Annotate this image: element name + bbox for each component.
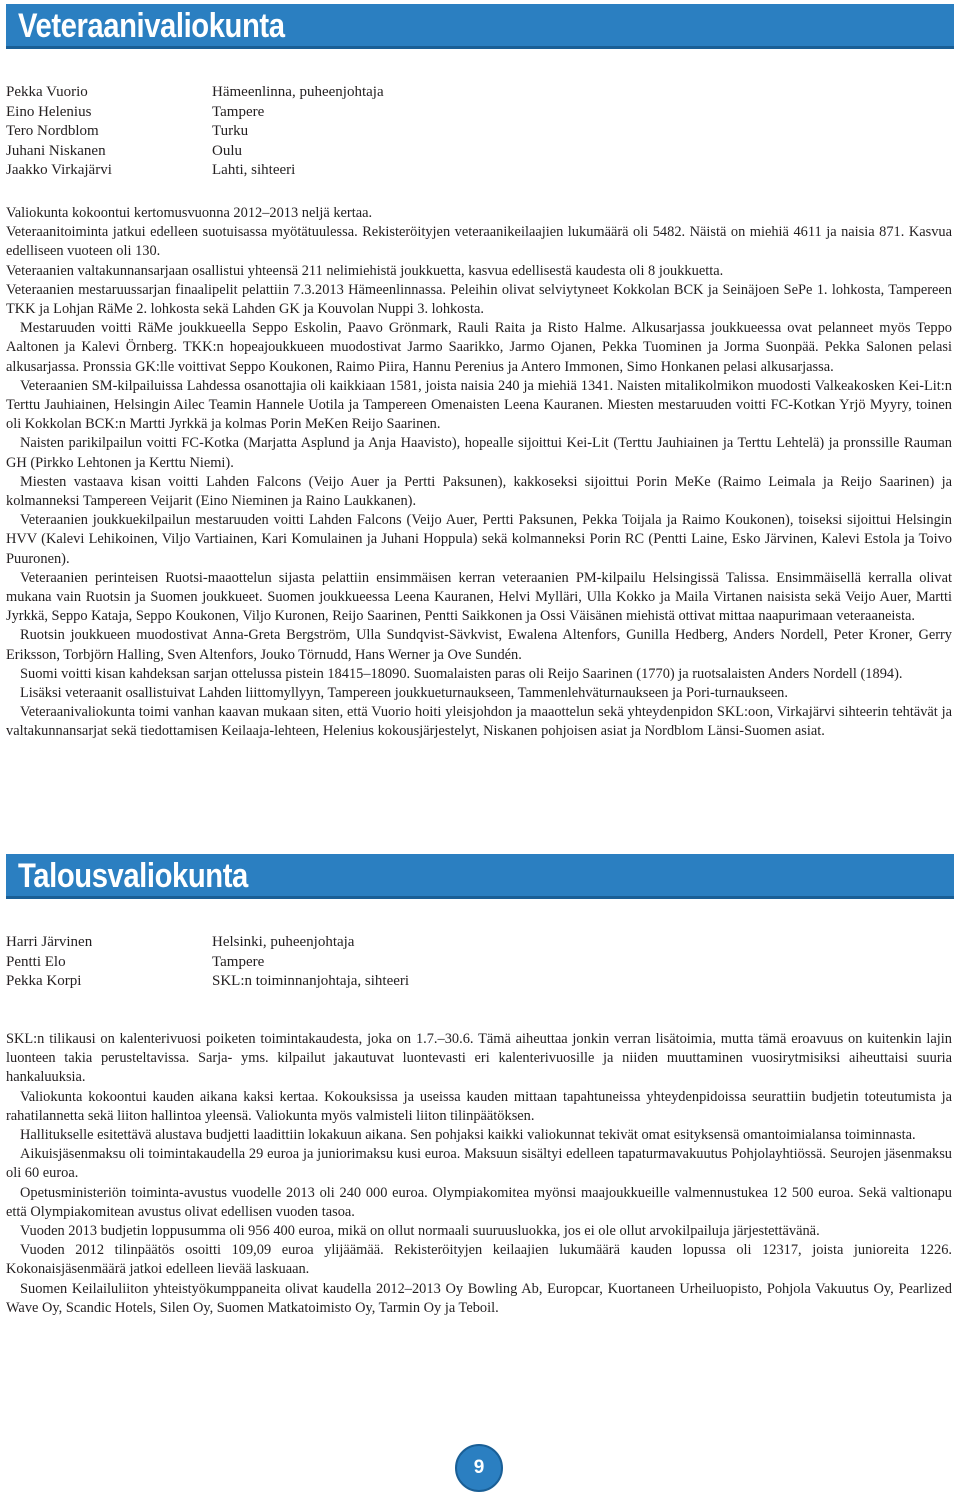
- section-title: Veteraanivaliokunta: [18, 7, 285, 45]
- section-title: Talousvaliokunta: [18, 857, 248, 895]
- section-banner-veteraanivaliokunta: [6, 4, 954, 49]
- member-role: SKL:n toiminnanjohtaja, sihteeri: [212, 973, 410, 989]
- member-role: Tampere: [212, 103, 265, 120]
- member-list-veteraanivaliokunta: [6, 83, 384, 181]
- member-role: Turku: [212, 123, 249, 139]
- paragraph: Veteraanien joukkuekilpailun mestaruuden voitti Lahden Falcons (Veijo Auer, Pertti Paksunen, Pekka Toijala ja Raimo Koukonen), toiseksi sijoittui Helsingin HVV (Kalevi Lehikoinen, Viljo Vartiainen, Kari Komulainen ja Juhani Hoppula) sekä kolmanneksi Porin RC (Pentti Laine, Esko Järvinen, Kalevi Estola ja Toivo Puuronen).: [6, 512, 952, 567]
- paragraph: Veteraanitoiminta jatkui edelleen suotuisassa myötätuulessa. Rekisteröityjen veteraanikeilaajien lukumäärä oli 5482. Näistä on miehiä 4611 ja naisia 871. Kasvua edelliseen vuoteen oli 130.: [6, 224, 952, 260]
- paragraph: Veteraanien valtakunnansarjaan osallistui yhteensä 211 nelimiehistä joukkuetta, kasvua edellisestä kaudesta oli 8 joukkuetta.: [6, 262, 724, 279]
- member-name: Juhani Niskanen: [6, 142, 106, 159]
- paragraph: Lisäksi veteraanit osallistuivat Lahden liittomyllyyn, Tampereen joukkueturnaukseen, Tammenlehväturnaukseen ja Pori-turnaukseen.: [20, 685, 788, 702]
- paragraph: Vuoden 2013 budjetin loppusumma oli 956 400 euroa, mikä on ollut normaali suuruusluokka, jos ei ole ollut arvokilpailuja järjestettävänä.: [20, 1223, 820, 1240]
- member-name: Harri Järvinen: [6, 934, 93, 950]
- paragraph: Hallitukselle esitettävä alustava budjetti laadittiin lokakuun aikana. Sen pohjaksi kaikki valiokunnat tekivät omat esityksensä omantoimialansa toiminnasta.: [20, 1127, 916, 1144]
- member-role: Hämeenlinna, puheenjohtaja: [212, 84, 384, 100]
- paragraph: Vuoden 2012 tilinpäätös osoitti 109,09 euroa ylijäämää. Rekisteröityjen keilaajien lukumäärä kauden lopussa oli 12317, joista junioreita 1226. Kokonaisjäsenmäärä jatkoi edelleen lievää laskuaan.: [6, 1242, 952, 1278]
- paragraph: Valiokunta kokoontui kertomusvuonna 2012–2013 neljä kertaa.: [6, 205, 373, 221]
- paragraph: Opetusministeriön toiminta-avustus vuodelle 2013 oli 240 000 euroa. Olympiakomitea myönsi maajoukkueille valmennustukea 12 500 euroa. Sekä valtionapu että Olympiakomitean avustus olivat edellisen vuoden tasoa.: [6, 1184, 952, 1220]
- member-row: [6, 933, 409, 953]
- member-name: Pekka Korpi: [6, 973, 82, 989]
- paragraph: Veteraanien perinteisen Ruotsi-maaottelun sijasta pelattiin ensimmäisen kerran veteraanien PM-kilpailu Helsingissä Talissa. Ensimmäisellä kerralla olivat mukana vain Ruotsin ja Suomen joukkueet. Suomen joukkueessa Leena Kauranen, Helvi Mylläri, Ulla Kokko ja Maila Virtanen naisista sekä Veijo Auer, Martti Jyrkkä, Seppo Kataja, Seppo Koukonen, Viljo Kuronen, Reijo Saarinen, Pentti Saikkonen ja Ossi Väisänen miehistä ottivat mittaa naapurimaan veteraaneista.: [6, 569, 952, 625]
- member-row: [6, 972, 409, 992]
- member-name: Jaakko Virkajärvi: [6, 162, 112, 178]
- paragraph: Suomi voitti kisan kahdeksan sarjan ottelussa pistein 18415–18090. Suomalaisten paras oli Reijo Saarinen (1770) ja ruotsalaisten Anders Nordell (1894).: [20, 665, 903, 682]
- paragraph: Veteraanivaliokunta toimi vanhan kaavan mukaan siten, että Vuorio hoiti yleisjohdon ja maaottelun sekä yhteydenpidon SKL:oon, Virkajärvi sihteerin tehtävät ja valtakunnansarjat sekä tiedottamisen Keilaaja-lehteen, Helenius kokousjärjestelyt, Niskanen pohjoisen asiat ja Nordblom Länsi-Suomen asiat.: [6, 704, 952, 740]
- member-row: [6, 103, 384, 123]
- paragraph: Ruotsin joukkueen muodostivat Anna-Greta Bergström, Ulla Sundqvist-Sävkvist, Ewalena Altenfors, Gunilla Hedberg, Anders Nordell, Peter Kroner, Gerry Eriksson, Torbjörn Halling, Sven Altenfors, Jouko Törnudd, Hans Werner ja Ove Sundén.: [6, 627, 952, 663]
- member-role: Helsinki, puheenjohtaja: [212, 934, 355, 950]
- member-row: [6, 122, 384, 142]
- member-name: Tero Nordblom: [6, 123, 99, 139]
- body-text-veteraanivaliokunta: [6, 204, 952, 742]
- paragraph: Naisten parikilpailun voitti FC-Kotka (Marjatta Asplund ja Anja Haavisto), hopealle sijoittui Kei-Lit (Terttu Jauhiainen ja Terttu Lehtelä) ja pronssille Rauman GH (Pirkko Lehtonen ja Kerttu Niemi).: [6, 435, 952, 471]
- member-role: Lahti, sihteeri: [212, 162, 296, 178]
- paragraph: Miesten vastaava kisan voitti Lahden Falcons (Veijo Auer ja Pertti Paksunen), kakkoseksi sijoittui Porin MeKe (Raimo Leimala ja Reijo Saarinen) ja kolmanneksi Tampereen Veijarit (Eino Nieminen ja Raino Laukkanen).: [6, 473, 952, 510]
- paragraph: Valiokunta kokoontui kauden aikana kaksi kertaa. Kokouksissa ja useissa kauden mittaan tapahtuneissa yhteydenpidoissa seurattiin budjetin toteutumista ja rahatilannetta sekä liiton hallintoa yleensä. Valiokunta myös valmisteli liiton tilinpäätöksen.: [6, 1088, 952, 1124]
- paragraph: SKL:n tilikausi on kalenterivuosi poiketen toimintakaudesta, joka on 1.7.–30.6. Tämä aiheuttaa jonkin verran lisätoimia, mutta tämä eroavuus on kuitenkin lajin luonteen takia perusteltavissa. Sarja- yms. kilpailut jakautuvat luontevasti eri kalenterivuosille ja niiden muuttaminen vuosirytmisiksi aiheuttaisi suuria hankaluuksia.: [6, 1031, 952, 1086]
- member-name: Eino Helenius: [6, 103, 92, 120]
- member-name: Pentti Elo: [6, 953, 66, 970]
- paragraph: Veteraanien mestaruussarjan finaalipelit pelattiin 7.3.2013 Hämeenlinnassa. Peleihin olivat selviytyneet Kokkolan BCK ja Seinäjoen SePe 1. lohkosta, Tampereen TKK ja Lohjan RäMe 2. lohkosta sekä Lahden GK ja Kouvolan Nuppi 3. lohkosta.: [6, 281, 952, 318]
- paragraph: Aikuisjäsenmaksu oli toimintakaudella 29 euroa ja juniorimaksu kusi euroa. Maksuun sisältyi edelleen tapaturmavakuutus Pohjolayhtiössä. Seurojen jäsenmaksu oli 60 euroa.: [6, 1146, 952, 1182]
- member-role: Oulu: [212, 142, 242, 159]
- member-role: Tampere: [212, 953, 265, 970]
- member-list-talousvaliokunta: [6, 933, 409, 992]
- member-row: [6, 142, 384, 162]
- paragraph: Veteraanien SM-kilpailuissa Lahdessa osanottajia oli kaikkiaan 1581, joista naisia 240 ja miehiä 1341. Naisten mitalikolmikon muodosti Valkeakosken Kei-Lit:n Terttu Jauhiainen, Helsingin Ailec Teamin Hannele Uotila ja Tampereen Omenaisten Leena Kauranen. Miesten mestaruuden voitti FC-Kotkan Yrjö Myyry, toinen oli Kokkolan BCK:n Martti Jyrkkä ja kolmas Porin MeKen Reijo Saarinen.: [6, 377, 952, 433]
- member-name: Pekka Vuorio: [6, 84, 88, 100]
- page-number: 9: [455, 1444, 503, 1492]
- section-banner-talousvaliokunta: [6, 854, 954, 899]
- body-text-talousvaliokunta: [6, 1030, 952, 1318]
- member-row: [6, 161, 384, 181]
- member-row: [6, 953, 409, 973]
- member-row: [6, 83, 384, 103]
- paragraph: Suomen Keilailuliiton yhteistyökumppaneita olivat kaudella 2012–2013 Oy Bowling Ab, Europcar, Kuortaneen Urheiluopisto, Pohjola Vakuutus Oy, Pearlized Wave Oy, Scandic Hotels, Silen Oy, Suomen Matkatoimisto Oy, Tarmin Oy ja Teboil.: [6, 1280, 952, 1316]
- paragraph: Mestaruuden voitti RäMe joukkueella Seppo Eskolin, Paavo Grönmark, Rauli Raita ja Risto Halme. Alkusarjassa joukkueessa ovat pelanneet myös Teppo Aaltonen ja Kalevi Örnberg. TKK:n hopeajoukkueen muodostivat Jarmo Saarikko, Jarmo Ojanen, Pekka Tuominen ja Jorma Suonpää. Pekka Salonen pelasi alkusarjassa. Pronssia GK:lle voittivat Seppo Koukonen, Raimo Piira, Hannu Perenius ja Antero Immonen, Simo Honkanen pelasi alkusarjassa.: [6, 320, 952, 375]
